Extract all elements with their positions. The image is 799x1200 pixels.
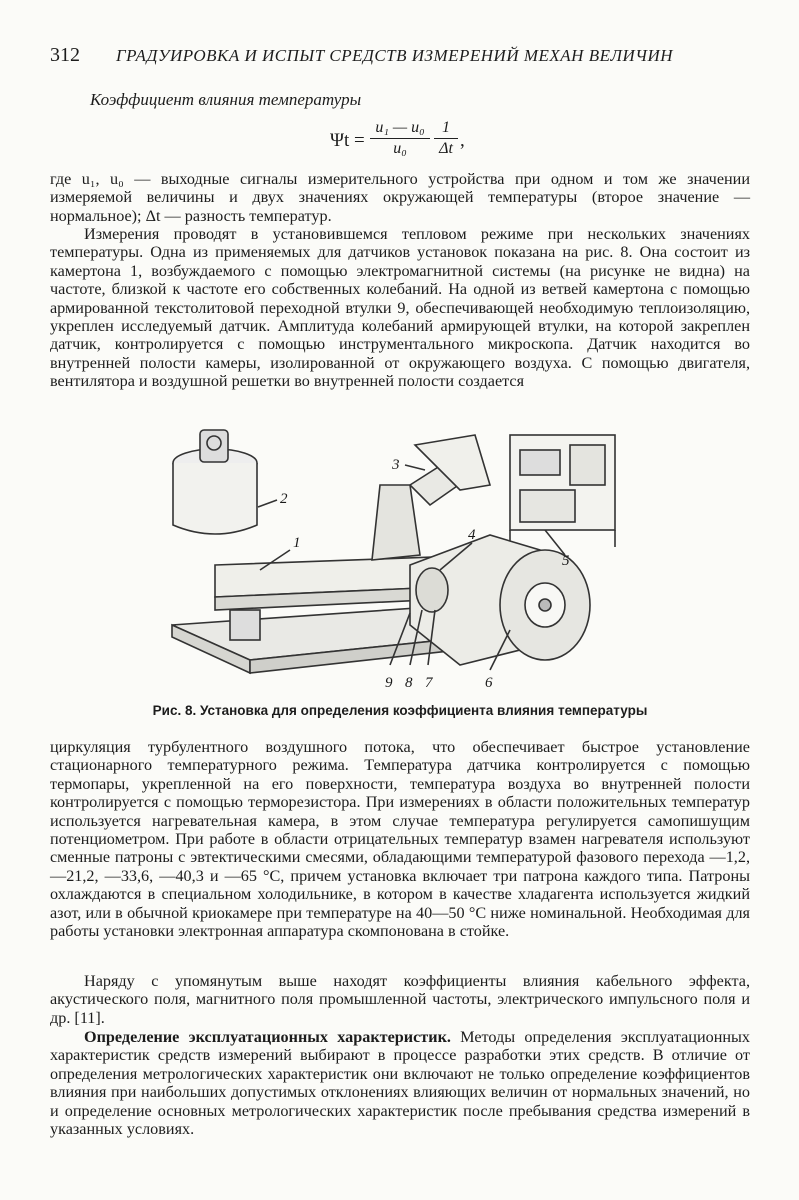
formula-tail: , bbox=[460, 130, 465, 151]
formula-fraction-2 bbox=[434, 118, 458, 159]
dewar-lid bbox=[200, 430, 228, 462]
dewar-body bbox=[173, 463, 257, 534]
figure-label-5: 5 bbox=[562, 553, 570, 569]
figure-label-1: 1 bbox=[293, 535, 301, 551]
rack-module-2 bbox=[570, 445, 605, 485]
formula bbox=[330, 118, 470, 166]
paragraph-definitions: где u₁, u₀ — выходные сигналы измерительного устройства при одном и том же значении измеряемой величины и двух значениях окружающей температуры (второе значение — нормальное); Δt — разность температур. bbox=[50, 170, 750, 225]
figure-label-7: 7 bbox=[425, 675, 433, 691]
paragraph-operational bbox=[50, 1028, 750, 1138]
microscope-stand bbox=[372, 485, 420, 560]
paragraph-setup: Измерения проводят в установившемся тепловом режиме при нескольких значениях температуры. Одна из применяемых для датчиков установок показана на рис. 8. Она состоит из камертона 1, возбуждаемого с помощью электромагнитной системы (на рисунке не видна) на частоте, близкой к частоте его собственных колебаний. На одной из ветвей камертона с помощью армированной текстолитовой переходной втулки 9, обеспечивающей необходимую теплоизоляцию, укреплен исследуемый датчик. Амплитуда колебаний армирующей втулки, на которой закреплен датчик, контролируется с помощью инструментального микроскопа. Датчик находится во внутренней полости камеры, изолированной от окружающего воздуха. С помощью двигателя, вентилятора и воздушной решетки во внутренней полости создается bbox=[50, 225, 750, 391]
running-title: ГРАДУИРОВКА И ИСПЫТ СРЕДСТВ ИЗМЕРЕНИЙ МЕХАН ВЕЛИЧИН bbox=[116, 46, 674, 65]
figure-label-8: 8 bbox=[405, 675, 413, 691]
paragraph-other-coefficients: Наряду с упомянутым выше находят коэффициенты влияния кабельного эффекта, акустического поля, магнитного поля промышленной частоты, электрического импульсного поля и др. [11]. bbox=[50, 972, 750, 1027]
section-text: Методы определения эксплуатационных характеристик средств измерений выбирают в процессе разработки этих средств. В отличие от определения метрологических характеристик они включают не только определение коэффициентов влияния при наибольших допустимых отклонениях влияющих величин от нормальных значений, но и определение основных метрологических характеристик после пребывания средства измерений в указанных условиях. bbox=[50, 1028, 750, 1139]
chamber-hub bbox=[539, 599, 551, 611]
paragraph-circulation: циркуляция турбулентного воздушного потока, что обеспечивает быстрое установление стационарного температурного режима. Температура датчика контролируется с помощью термопары, укрепленной на его поверхности, температура воздуха во внутренней полости контролируется с помощью терморезистора. При измерениях в области положительных температур используется нагревательная камера, в этом случае температура регулируется самопишущим потенциометром. При работе в области отрицательных температур взамен нагревателя используют сменные патроны с эвтектическими смесями, обладающими температурой фазового перехода —1,2, —21,2, —33,6, —40,3 и —65 °С, причем установка включает три патрона каждого типа. Патроны охлаждаются в специальном холодильнике, в котором в качестве хладагента используется жидкий азот, или в обычной криокамере при температуре на 40—50 °С ниже номинальной. Необходимая для работы установки электронная аппаратура скомпонована в стойке. bbox=[50, 738, 750, 941]
rack-module-3 bbox=[520, 490, 575, 522]
figure-label-2: 2 bbox=[280, 491, 288, 507]
page-number: 312 bbox=[50, 44, 80, 66]
support-left bbox=[230, 610, 260, 640]
figure-label-4: 4 bbox=[468, 527, 476, 543]
figure-label-6: 6 bbox=[485, 675, 493, 691]
figure-label-9: 9 bbox=[385, 675, 393, 691]
formula-numerator-1: u₁ — u₀ bbox=[375, 119, 425, 136]
formula-lhs: Ψt = bbox=[330, 130, 365, 151]
figure-label-3: 3 bbox=[392, 457, 400, 473]
formula-denominator-1: u₀ bbox=[393, 140, 407, 157]
figure-apparatus bbox=[160, 425, 780, 700]
formula-intro: Коэффициент влияния температуры bbox=[90, 90, 362, 109]
section-heading: Определение эксплуатационных характеристик. bbox=[84, 1028, 451, 1046]
formula-numerator-2: 1 bbox=[442, 119, 450, 136]
rack-module-1 bbox=[520, 450, 560, 475]
sleeve bbox=[416, 568, 448, 612]
formula-denominator-2: Δt bbox=[439, 140, 453, 157]
formula-fraction-1 bbox=[370, 118, 430, 159]
figure-caption: Рис. 8. Установка для определения коэффициента влияния температуры bbox=[152, 703, 648, 718]
page-header bbox=[50, 44, 750, 68]
